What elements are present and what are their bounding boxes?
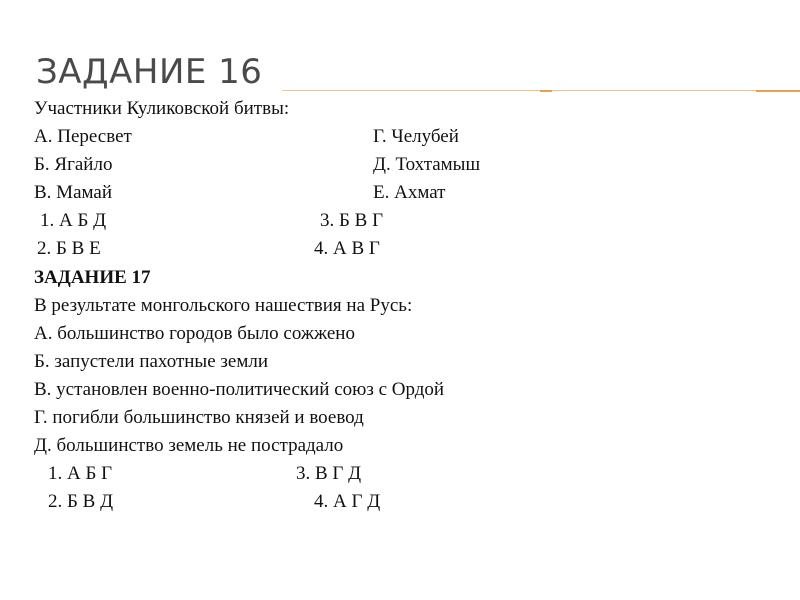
task17-option-row [34,376,774,404]
task17-option: В. установлен военно-политический союз с Ордой [34,378,445,400]
task16-question: Участники Куликовской битвы: [34,98,290,119]
task16-answer-row [34,207,774,235]
task17-option: А. большинство городов было сожжено [34,322,355,344]
task16-option-row [34,179,774,207]
task16-option: А. Пересвет [34,126,132,148]
task16-option: Е. Ахмат [373,182,446,204]
task16-answer: 2. Б В Е [37,238,101,260]
slide-body [34,95,774,516]
task17-option: Д. большинство земель не пострадало [34,435,344,457]
task16-option-row [34,151,774,179]
task17-answer-row [34,460,774,488]
task16-answer: 1. А Б Д [40,210,107,232]
task16-answer: 3. Б В Г [320,210,384,232]
task16-option: Д. Тохтамыш [373,154,481,176]
task17-answer-row [34,488,774,516]
title-underline-accent-right [756,90,800,92]
task17-question-line [34,292,774,320]
task17-answer: 1. А Б Г [48,463,113,485]
task17-heading: ЗАДАНИЕ 17 [34,266,151,288]
task16-option: Б. Ягайло [34,154,113,176]
task16-option: Г. Челубей [373,126,459,148]
task17-answer: 4. А Г Д [314,491,381,513]
task16-answer-row [34,235,774,263]
task17-answer: 3. В Г Д [296,463,362,485]
title-underline-accent [540,90,552,92]
task16-question-line [34,95,774,123]
task16-answer: 4. А В Г [314,238,380,260]
task17-option-row [34,348,774,376]
task17-option: Б. запустели пахотные земли [34,350,268,372]
task17-option-row [34,320,774,348]
slide-title: ЗАДАНИЕ 16 [36,52,263,92]
task17-option: Г. погибли большинство князей и воевод [34,407,364,429]
task16-option-row [34,123,774,151]
task17-answer: 2. Б В Д [48,491,114,513]
task16-option: В. Мамай [34,182,112,204]
task17-option-row [34,432,774,460]
task17-option-row [34,404,774,432]
task17-heading-line [34,264,774,292]
task17-question: В результате монгольского нашествия на Русь: [34,294,413,316]
